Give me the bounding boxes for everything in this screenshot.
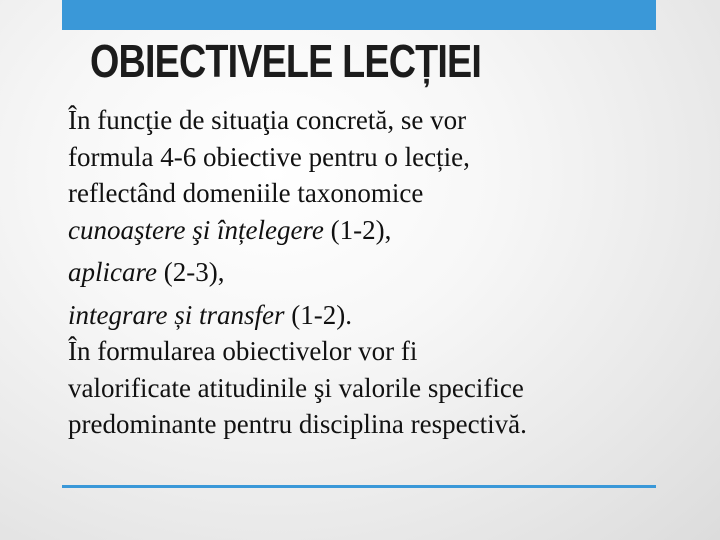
body-line-2: formula 4-6 obiective pentru o lecție, xyxy=(68,141,470,172)
top-accent-bar xyxy=(62,0,656,30)
domain-integration-count: (1-2). xyxy=(284,299,352,330)
domain-integration-term: integrare și transfer xyxy=(68,299,285,330)
body-line-1: În funcţie de situaţia concretă, se vor xyxy=(68,105,467,135)
body-line-7: În formularea obiectivelor vor fi xyxy=(68,336,418,366)
slide-title: OBIECTIVELE LECȚIEI xyxy=(90,35,481,87)
body-line-4 xyxy=(68,212,708,249)
domain-knowledge-term: cunoaştere şi înțelegere xyxy=(68,214,324,245)
bottom-accent-rule xyxy=(62,485,656,488)
domain-application-count: (2-3), xyxy=(156,257,225,287)
domain-application-term: aplicare xyxy=(68,257,157,287)
body-line-6 xyxy=(68,297,708,334)
body-line-3: reflectând domeniile taxonomice xyxy=(68,178,424,208)
body-line-8: valorificate atitudinile şi valorile specifice xyxy=(68,372,524,403)
body-line-5 xyxy=(68,254,708,291)
slide-body xyxy=(68,102,708,443)
body-line-9: predominante pentru disciplina respectivă. xyxy=(68,409,527,439)
domain-knowledge-count: (1-2), xyxy=(323,214,392,245)
